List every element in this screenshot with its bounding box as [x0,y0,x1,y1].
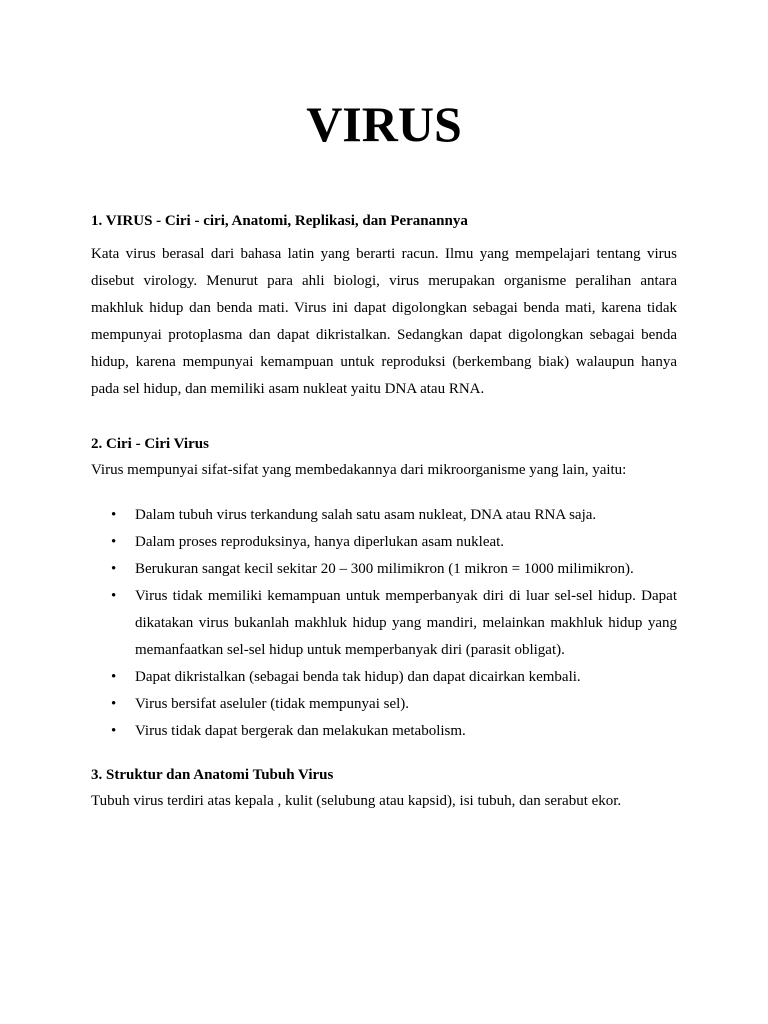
bullet-icon: • [111,507,117,523]
list-item [0,529,768,556]
list-item-text: Dapat dikristalkan (sebagai benda tak hidup) dan dapat dicairkan kembali. [135,669,581,685]
list-item [0,502,768,529]
section-2-heading: 2. Ciri - Ciri Virus [91,436,209,452]
section-3-heading: 3. Struktur dan Anatomi Tubuh Virus [91,767,334,783]
list-item [0,718,768,745]
list-item [0,583,768,664]
list-item-text: Berukuran sangat kecil sekitar 20 – 300 milimikron (1 mikron = 1000 milimikron). [135,561,634,577]
list-item-text: Dalam tubuh virus terkandung salah satu asam nukleat, DNA atau RNA saja. [135,507,597,523]
list-item [0,556,768,583]
list-item [0,691,768,718]
bullet-icon: • [111,561,117,577]
list-item [0,664,768,691]
bullet-icon: • [111,723,117,739]
bullet-icon: • [111,588,117,604]
section-1-paragraph: Kata virus berasal dari bahasa latin yang berarti racun. Ilmu yang mempelajari tentang virus disebut virology. Menurut para ahli biologi, virus merupakan organisme peralihan antara makhluk hidup dan benda mati. Virus ini dapat digolongkan sebagai benda mati, karena tidak mempunyai protoplasma dan dapat dikristalkan. Sedangkan dapat digolongkan sebagai benda hidup, karena mempunyai kemampuan untuk reproduksi (berkembang biak) walaupun hanya pada sel hidup, dan memiliki asam nukleat yaitu DNA atau RNA. [91,246,677,397]
list-item-text: Virus tidak memiliki kemampuan untuk memperbanyak diri di luar sel-sel hidup. Dapat dikatakan virus bukanlah makhluk hidup yang mandiri, melainkan makhluk hidup yang memanfaatkan sel-sel hidup untuk memperbanyak diri (parasit obligat). [135,588,677,658]
list-item-text: Dalam proses reproduksinya, hanya diperlukan asam nukleat. [135,534,505,550]
list-item-text: Virus bersifat aseluler (tidak mempunyai sel). [135,696,410,712]
characteristics-list [0,502,768,745]
bullet-icon: • [111,669,117,685]
section-2-intro: Virus mempunyai sifat-sifat yang membedakannya dari mikroorganisme yang lain, yaitu: [91,462,627,478]
bullet-icon: • [111,696,117,712]
section-1-heading: 1. VIRUS - Ciri - ciri, Anatomi, Replikasi, dan Peranannya [91,213,468,229]
document-title: VIRUS [306,96,462,152]
bullet-icon: • [111,534,117,550]
list-item-text: Virus tidak dapat bergerak dan melakukan metabolism. [135,723,466,739]
section-3-paragraph: Tubuh virus terdiri atas kepala , kulit (selubung atau kapsid), isi tubuh, dan serabut ekor. [91,793,622,809]
